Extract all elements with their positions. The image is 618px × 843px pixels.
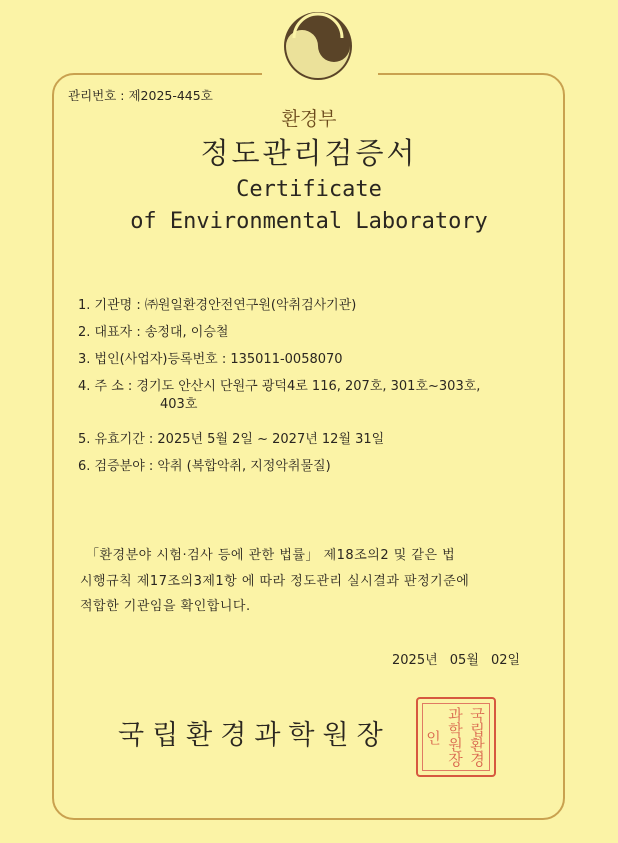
official-seal-stamp — [416, 697, 496, 777]
certificate-title-en-2: of Environmental Laboratory — [130, 209, 488, 234]
certificate-title-en-1: Certificate — [236, 177, 382, 202]
item-representative: 2. 대표자 : 송정대, 이승철 — [78, 325, 229, 340]
item-validity: 5. 유효기간 : 2025년 5월 2일 ~ 2027년 12월 31일 — [78, 432, 385, 447]
body-line-2: 시행규칙 제17조의3제1항 에 따라 정도관리 실시결과 판정기준에 — [80, 574, 470, 589]
item-institution: 1. 기관명 : ㈜원일환경안전연구원(악취검사기관) — [78, 298, 357, 313]
item-field: 6. 검증분야 : 악취 (복합악취, 지정악취물질) — [78, 459, 331, 474]
government-emblem-icon — [280, 8, 356, 84]
issue-date: 2025년 05월 02일 — [392, 653, 521, 668]
body-line-3: 적합한 기관임을 확인합니다. — [80, 599, 251, 614]
ministry-name: 환경부 — [281, 108, 337, 130]
seal-lettering: 국립환경 과학원장인 — [424, 707, 486, 767]
body-line-1: 「환경분야 시험·검사 등에 관한 법률」 제18조의2 및 같은 법 — [86, 548, 456, 563]
management-number: 관리번호 : 제2025-445호 — [68, 88, 213, 103]
item-registration-number: 3. 법인(사업자)등록번호 : 135011-0058070 — [78, 352, 343, 367]
item-address-cont: 403호 — [160, 397, 198, 412]
certificate-title-ko: 정도관리검증서 — [200, 136, 418, 170]
issuer-name: 국립환경과학원장 — [118, 720, 391, 751]
item-address: 4. 주 소 : 경기도 안산시 단원구 광덕4로 116, 207호, 301호~303호, — [78, 379, 481, 394]
